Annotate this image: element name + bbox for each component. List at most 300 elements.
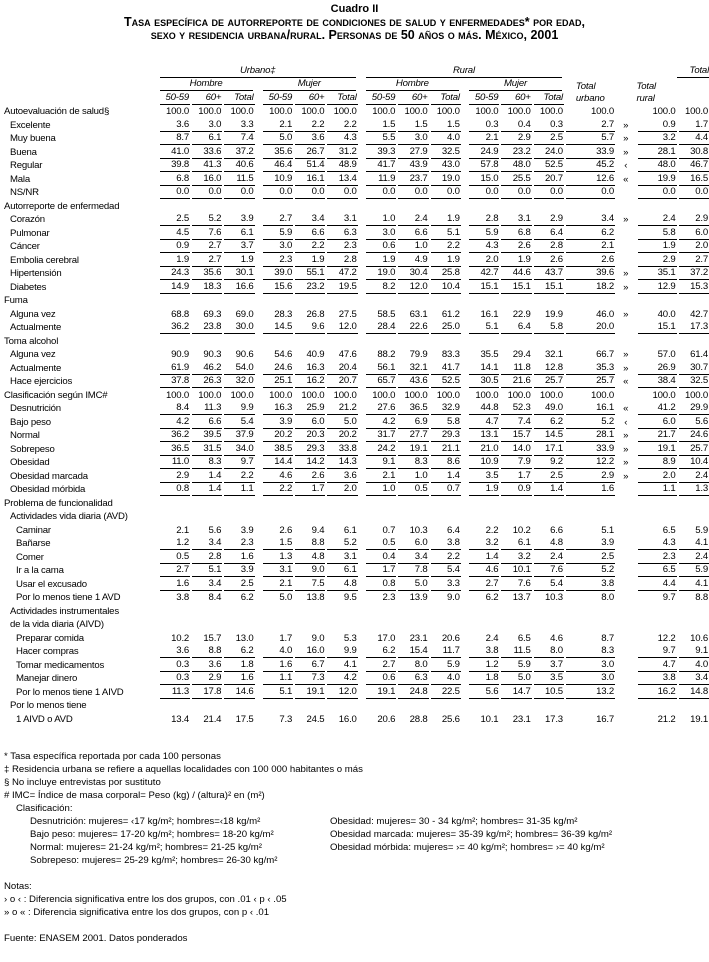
value: 4.1 [679, 537, 709, 550]
value: 3.9 [224, 213, 254, 226]
value: 6.2 [566, 227, 615, 240]
value-cell [677, 523, 709, 537]
value: 2.1 [176, 524, 190, 536]
value-cell [222, 267, 254, 281]
value-cell [429, 240, 461, 254]
value-cell [261, 631, 293, 645]
row-label: Cáncer [10, 241, 40, 252]
value: 5.2 [327, 537, 357, 550]
value-cell [158, 672, 190, 686]
header-rural-hombre: Hombre [364, 78, 461, 92]
age-header [222, 91, 254, 105]
value-cell [158, 361, 190, 375]
table-row [4, 213, 709, 227]
value: 100.0 [539, 389, 563, 401]
table-row [4, 699, 709, 713]
value-cell [158, 159, 190, 173]
value: 6.8 [160, 173, 190, 186]
value: 1.6 [566, 483, 615, 496]
value-cell [467, 388, 499, 402]
table-row [4, 496, 709, 510]
value-cell [261, 321, 293, 335]
significance-marker: » [623, 119, 629, 131]
value: 8.7 [601, 632, 615, 644]
value: 0.0 [431, 186, 461, 199]
value-cell [467, 537, 499, 551]
value-cell [190, 132, 222, 146]
value-cell [532, 145, 564, 159]
significance-marker [615, 577, 636, 591]
value: 14.5 [534, 429, 564, 442]
value-cell [158, 591, 190, 605]
value: 2.4 [679, 551, 709, 564]
value-cell [429, 361, 461, 375]
value: 2.9 [160, 470, 190, 483]
row-label: Diabetes [10, 281, 47, 293]
value-cell [293, 685, 325, 699]
footnote: * Tasa específica reportada por cada 100 personas [4, 751, 221, 762]
value: 6.0 [638, 416, 676, 429]
row-label: Sobrepeso [10, 443, 55, 455]
value-cell [532, 226, 564, 240]
value-cell [190, 712, 222, 726]
value-cell [222, 564, 254, 578]
value-cell [325, 375, 357, 389]
value: 1.4 [469, 551, 499, 564]
value: 100.0 [333, 106, 357, 117]
value: 8.8 [695, 592, 708, 603]
value: 37.2 [224, 146, 254, 159]
value: 2.3 [327, 240, 357, 253]
row-label: Comer [16, 551, 44, 563]
value-cell [364, 591, 396, 605]
row-label: Por lo menos tiene [10, 700, 87, 711]
age-header [532, 91, 564, 105]
value-cell [636, 469, 676, 483]
value-cell [396, 145, 428, 159]
value-cell [158, 523, 190, 537]
value-cell [222, 658, 254, 672]
age-header-label: 50-59 [366, 92, 396, 105]
row-label: Ir a la cama [16, 565, 64, 576]
value-cell [499, 402, 531, 416]
value-cell [396, 253, 428, 267]
value: 2.3 [382, 592, 396, 603]
value: 8.0 [534, 645, 564, 658]
value: 19.0 [431, 173, 461, 186]
value: 100.0 [301, 389, 325, 401]
value: 100.0 [198, 389, 222, 401]
significance-marker [615, 645, 636, 659]
value: 35.3 [566, 362, 615, 375]
value: 2.6 [501, 240, 531, 253]
value-cell [564, 172, 615, 186]
value: 5.8 [431, 416, 461, 429]
value: 17.3 [679, 321, 709, 334]
value: 13.4 [327, 173, 357, 186]
value-cell [364, 213, 396, 227]
value: 40.6 [224, 159, 254, 172]
value: 46.4 [263, 159, 293, 172]
value: 3.4 [192, 537, 222, 550]
value-cell [677, 159, 709, 173]
value-cell [158, 469, 190, 483]
value: 44.8 [469, 402, 499, 415]
value-cell [364, 523, 396, 537]
value: 36.5 [398, 402, 428, 415]
value-cell [364, 645, 396, 659]
value-cell [293, 321, 325, 335]
significance-marker: » [623, 430, 629, 441]
value: 5.6 [679, 416, 709, 429]
value-cell [467, 253, 499, 267]
header-total: Total [677, 64, 709, 78]
value: 0.3 [160, 659, 190, 672]
value-cell [564, 550, 615, 564]
row-label: Usar el excusado [16, 578, 87, 590]
value: 2.9 [192, 672, 222, 685]
table-row [4, 348, 709, 362]
value-cell [677, 172, 709, 186]
value: 16.2 [295, 375, 325, 388]
value-cell [261, 415, 293, 429]
value: 3.3 [224, 119, 254, 132]
value-cell [396, 523, 428, 537]
value-cell [532, 118, 564, 132]
value: 3.6 [327, 470, 357, 483]
value-cell [222, 456, 254, 470]
value-cell [364, 712, 396, 726]
value: 5.6 [208, 524, 222, 536]
value-cell [293, 523, 325, 537]
value-cell [532, 442, 564, 456]
value-cell [190, 483, 222, 497]
value: 3.8 [469, 645, 499, 658]
value-cell [636, 658, 676, 672]
value-cell [364, 240, 396, 254]
value: 12.0 [327, 686, 357, 699]
value: 36.2 [160, 321, 190, 334]
value: 2.2 [431, 551, 461, 564]
value: 47.2 [327, 267, 357, 280]
value: 3.7 [224, 240, 254, 253]
header-urbano: Urbano‡ [158, 64, 358, 78]
header-total-urbano: Total urbano [575, 80, 605, 104]
value-cell [325, 523, 357, 537]
value: 20.6 [441, 632, 460, 644]
value-cell [261, 118, 293, 132]
value: 100.0 [475, 106, 499, 117]
value-cell [467, 712, 499, 726]
value: 38.4 [638, 375, 676, 388]
value-cell [429, 321, 461, 335]
value: 20.3 [295, 429, 325, 442]
value: 100.0 [404, 389, 428, 401]
value: 12.6 [566, 173, 615, 186]
value-cell [532, 132, 564, 146]
value-cell [261, 240, 293, 254]
value: 100.0 [166, 106, 190, 117]
value-cell [222, 672, 254, 686]
value-cell [261, 712, 293, 726]
value-cell [293, 631, 325, 645]
value: 16.7 [596, 713, 615, 725]
value-cell [429, 118, 461, 132]
value: 9.7 [638, 645, 676, 658]
value-cell [293, 402, 325, 416]
value: 4.3 [638, 537, 676, 550]
value-cell [325, 712, 357, 726]
value: 15.1 [638, 321, 676, 334]
value: 19.9 [545, 308, 563, 320]
value-cell [396, 645, 428, 659]
value-cell [636, 105, 676, 119]
age-header-label: 60+ [501, 92, 531, 105]
age-header [190, 91, 222, 105]
value: 2.6 [279, 524, 293, 536]
value-cell [564, 348, 615, 362]
value: 11.0 [160, 456, 190, 469]
value: 1.2 [160, 537, 190, 550]
value-cell [293, 267, 325, 281]
value-cell [222, 537, 254, 551]
value: 3.8 [176, 592, 190, 603]
value-cell [222, 577, 254, 591]
value: 63.1 [409, 308, 428, 320]
title-line-1: Tasa específica de autorreporte de condiciones de salud y enfermedades* por edad, [123, 15, 586, 29]
age-header-spacer [4, 91, 158, 105]
value: 13.1 [469, 429, 499, 442]
significance-marker [615, 105, 636, 119]
value-cell [499, 712, 531, 726]
value: 2.4 [638, 213, 676, 226]
value: 14.4 [263, 456, 293, 469]
value-cell [429, 442, 461, 456]
value: 24.0 [534, 146, 564, 159]
value: 0.0 [638, 186, 676, 199]
value-cell [190, 645, 222, 659]
value-cell [677, 442, 709, 456]
row-label: Por lo menos tiene 1 AIVD [16, 686, 124, 698]
value: 49.0 [534, 402, 564, 415]
value: 30.4 [398, 267, 428, 280]
value-cell [222, 240, 254, 254]
value: 45.2 [566, 159, 615, 172]
value: 19.5 [327, 281, 357, 294]
value-cell [222, 159, 254, 173]
value: 10.2 [512, 524, 531, 536]
value: 3.4 [192, 578, 222, 591]
value-cell [467, 307, 499, 321]
value-cell [677, 321, 709, 335]
value-cell [293, 456, 325, 470]
value: 16.3 [263, 402, 293, 415]
value: 15.7 [501, 429, 531, 442]
value: 2.9 [638, 254, 676, 267]
header-rural: Rural [364, 64, 564, 78]
value-cell [222, 712, 254, 726]
value: 7.6 [534, 564, 564, 577]
value: 2.9 [566, 470, 615, 483]
row-label: Hace ejercicios [10, 376, 73, 387]
value-cell [564, 280, 615, 294]
value-cell [325, 253, 357, 267]
value: 8.3 [566, 645, 615, 658]
value-cell [677, 672, 709, 686]
value-cell [636, 267, 676, 281]
value: 27.6 [366, 402, 396, 415]
value-cell [261, 658, 293, 672]
value: 0.0 [366, 186, 396, 199]
value: 14.0 [501, 443, 531, 456]
value: 4.6 [469, 564, 499, 577]
header-total-rural: Total rural [636, 80, 656, 104]
value: 20.6 [377, 713, 396, 725]
value-cell [158, 321, 190, 335]
value-cell [677, 402, 709, 416]
value: 40.9 [306, 349, 325, 360]
significance-marker: » [623, 470, 629, 482]
value-cell [158, 564, 190, 578]
value-cell [396, 591, 428, 605]
value: 4.0 [679, 659, 709, 672]
value-cell [532, 550, 564, 564]
age-header [467, 91, 499, 105]
table-row [4, 618, 709, 632]
value: 11.5 [501, 645, 531, 658]
table-row [4, 334, 709, 348]
value-cell [364, 429, 396, 443]
footnote: § No incluye entrevistas por sustituto [4, 777, 161, 788]
value-cell [429, 712, 461, 726]
value: 3.5 [534, 672, 564, 685]
value-cell [325, 577, 357, 591]
value-cell [636, 456, 676, 470]
value: 1.1 [638, 483, 676, 496]
significance-marker: » [623, 308, 629, 320]
value-cell [325, 145, 357, 159]
value-cell [158, 280, 190, 294]
value-cell [261, 348, 293, 362]
value: 9.2 [534, 456, 564, 469]
significance-marker [615, 564, 636, 578]
value: 100.0 [333, 389, 357, 401]
value-cell [222, 307, 254, 321]
value-cell [467, 429, 499, 443]
value-cell [293, 307, 325, 321]
value: 16.0 [295, 645, 325, 658]
value-cell [293, 105, 325, 119]
value-cell [222, 361, 254, 375]
value-cell [190, 321, 222, 335]
table-row [4, 550, 709, 564]
table-row [4, 523, 709, 537]
value-cell [532, 307, 564, 321]
table-row [4, 388, 709, 402]
value-cell [158, 307, 190, 321]
value-cell [564, 415, 615, 429]
value-cell [467, 348, 499, 362]
data-table [4, 64, 709, 726]
value-cell [467, 132, 499, 146]
value-cell [499, 213, 531, 227]
value: 5.4 [431, 564, 461, 577]
value: 15.0 [469, 173, 499, 186]
value-cell [325, 672, 357, 686]
value-cell [636, 186, 676, 200]
value-cell [158, 348, 190, 362]
value-cell [364, 348, 396, 362]
classification-row [4, 841, 630, 854]
value-cell [364, 361, 396, 375]
value-cell [222, 429, 254, 443]
row-label: Hipertensión [10, 268, 62, 279]
value-cell [364, 186, 396, 200]
value: 44.6 [501, 267, 531, 280]
value-cell [261, 523, 293, 537]
value: 16.6 [224, 281, 254, 294]
significance-marker [615, 712, 636, 726]
value: 100.0 [230, 106, 254, 117]
value: 2.4 [485, 632, 499, 644]
value: 35.5 [480, 349, 499, 360]
table-row [4, 172, 709, 186]
value-cell [532, 415, 564, 429]
value-cell [499, 591, 531, 605]
value-cell [364, 537, 396, 551]
value-cell [467, 564, 499, 578]
value-cell [190, 442, 222, 456]
value-cell [429, 564, 461, 578]
value: 38.5 [263, 443, 293, 456]
value-cell [190, 388, 222, 402]
value-cell [499, 321, 531, 335]
value: 2.8 [192, 551, 222, 564]
value: 32.5 [679, 375, 709, 388]
value-cell [532, 631, 564, 645]
value: 4.2 [160, 416, 190, 429]
value: 28.3 [274, 308, 293, 320]
value: 13.9 [409, 592, 428, 603]
value: 0.9 [160, 240, 190, 253]
value-cell [261, 226, 293, 240]
value-cell [325, 645, 357, 659]
table-row [4, 402, 709, 416]
value: 20.4 [327, 362, 357, 375]
value: 42.7 [469, 267, 499, 280]
value-cell [158, 577, 190, 591]
value-cell [293, 442, 325, 456]
value: 40.0 [657, 308, 676, 320]
classification-right: Obesidad mórbida: mujeres= ›= 40 kg/m²; hombres= ›= 40 kg/m² [330, 842, 605, 853]
value: 32.1 [545, 349, 563, 360]
value-cell [261, 550, 293, 564]
value-cell [564, 118, 615, 132]
value-cell [158, 712, 190, 726]
value: 3.0 [263, 240, 293, 253]
value: 2.5 [534, 470, 564, 483]
value-cell [564, 240, 615, 254]
value-cell [364, 321, 396, 335]
row-label: Tomar medicamentos [16, 659, 105, 671]
value-cell [158, 415, 190, 429]
value: 3.6 [192, 659, 222, 672]
value: 33.6 [192, 146, 222, 159]
value-cell [158, 253, 190, 267]
value-cell [532, 577, 564, 591]
footnote: ‡ Residencia urbana se refiere a aquellas localidades con 100 000 habitantes o más [4, 764, 363, 775]
value: 15.1 [469, 281, 499, 294]
